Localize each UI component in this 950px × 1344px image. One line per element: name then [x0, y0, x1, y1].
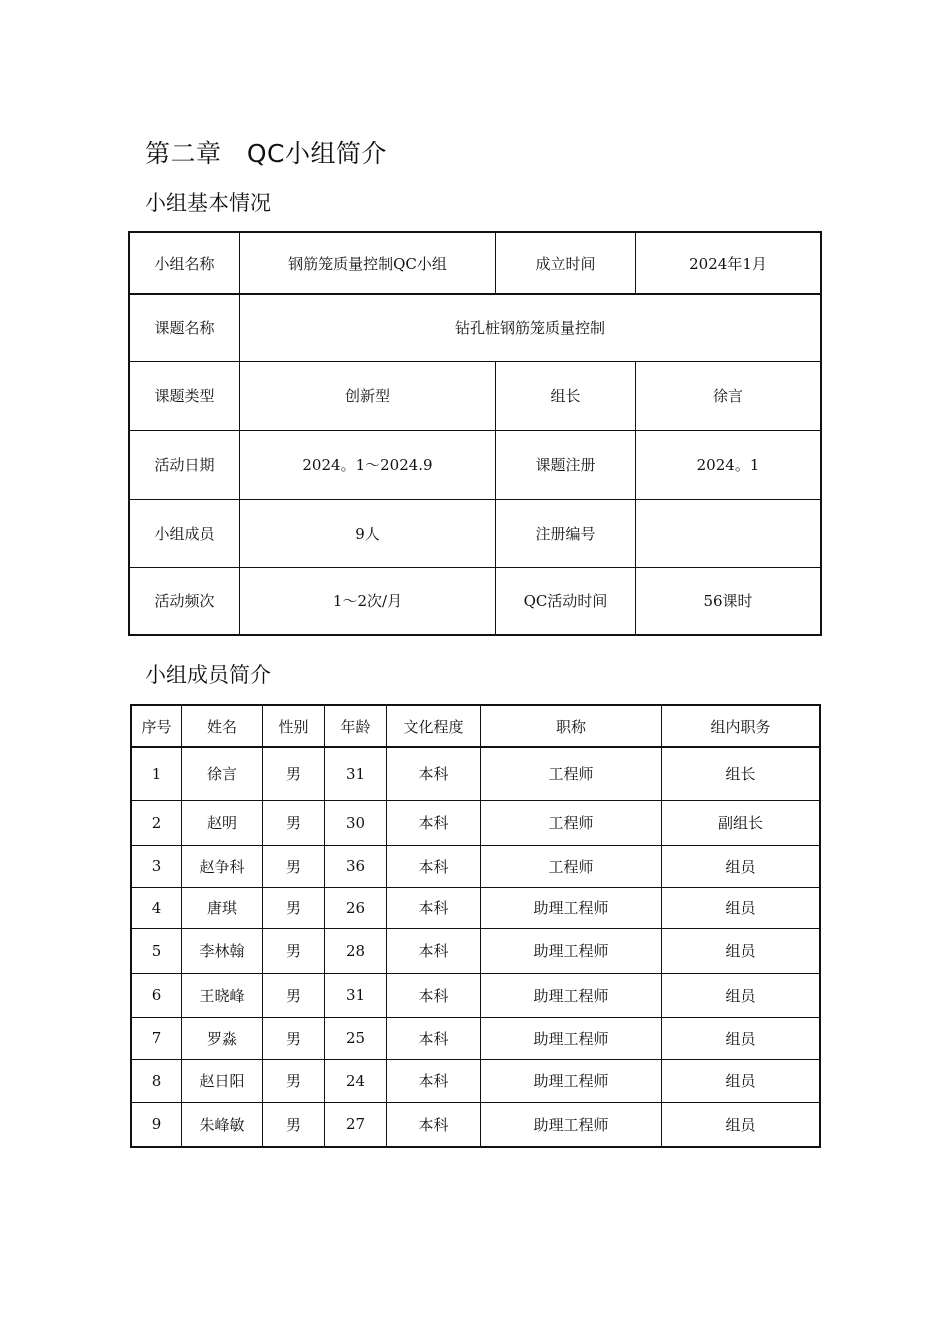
- member-education: 本科: [387, 1059, 481, 1102]
- info-value: 2024。1: [636, 430, 822, 499]
- member-education: 本科: [387, 845, 481, 887]
- member-title: 工程师: [481, 845, 662, 887]
- member-role: 组员: [662, 1059, 821, 1102]
- member-role: 组员: [662, 928, 821, 973]
- member-education: 本科: [387, 887, 481, 928]
- info-label: 活动频次: [129, 567, 240, 635]
- info-label: 课题类型: [129, 361, 240, 430]
- member-education: 本科: [387, 800, 481, 845]
- info-value: 9人: [240, 499, 496, 567]
- member-education: 本科: [387, 1017, 481, 1059]
- member-role: 副组长: [662, 800, 821, 845]
- member-education: 本科: [387, 1102, 481, 1147]
- member-role: 组长: [662, 747, 821, 800]
- table-row: [131, 928, 820, 973]
- info-row: [129, 361, 821, 430]
- info-label: 课题注册: [496, 430, 636, 499]
- column-header: 序号: [131, 705, 182, 747]
- info-value: 2024。1～2024.9: [240, 430, 496, 499]
- member-seq: 5: [131, 928, 182, 973]
- member-seq: 2: [131, 800, 182, 845]
- member-name: 罗淼: [182, 1017, 263, 1059]
- info-label: 注册编号: [496, 499, 636, 567]
- table-row: [131, 1102, 820, 1147]
- member-age: 28: [325, 928, 387, 973]
- info-value: 钻孔桩钢筋笼质量控制: [240, 294, 822, 361]
- chapter-title: 第二章 QC小组简介: [145, 139, 387, 168]
- table-row: [131, 1017, 820, 1059]
- column-header: 组内职务: [662, 705, 821, 747]
- info-value: 钢筋笼质量控制QC小组: [240, 232, 496, 294]
- member-title: 助理工程师: [481, 887, 662, 928]
- column-header: 性别: [263, 705, 325, 747]
- info-row: [129, 567, 821, 635]
- members-table: [130, 704, 821, 1148]
- member-education: 本科: [387, 928, 481, 973]
- member-gender: 男: [263, 1059, 325, 1102]
- member-title: 工程师: [481, 747, 662, 800]
- member-name: 朱峰敏: [182, 1102, 263, 1147]
- info-row: [129, 232, 821, 294]
- member-education: 本科: [387, 973, 481, 1017]
- member-gender: 男: [263, 973, 325, 1017]
- member-seq: 1: [131, 747, 182, 800]
- member-title: 工程师: [481, 800, 662, 845]
- member-title: 助理工程师: [481, 928, 662, 973]
- table-row: [131, 1059, 820, 1102]
- member-age: 36: [325, 845, 387, 887]
- member-title: 助理工程师: [481, 1017, 662, 1059]
- member-title: 助理工程师: [481, 973, 662, 1017]
- info-value: 56课时: [636, 567, 822, 635]
- column-header: 姓名: [182, 705, 263, 747]
- member-gender: 男: [263, 747, 325, 800]
- members-header-row: [131, 705, 820, 747]
- info-row: [129, 499, 821, 567]
- info-value: 1～2次/月: [240, 567, 496, 635]
- info-label: QC活动时间: [496, 567, 636, 635]
- member-gender: 男: [263, 928, 325, 973]
- member-role: 组员: [662, 1102, 821, 1147]
- table-row: [131, 845, 820, 887]
- member-name: 徐言: [182, 747, 263, 800]
- member-seq: 3: [131, 845, 182, 887]
- member-seq: 8: [131, 1059, 182, 1102]
- member-name: 王晓峰: [182, 973, 263, 1017]
- info-value: 徐言: [636, 361, 822, 430]
- table-row: [131, 800, 820, 845]
- member-name: 赵争科: [182, 845, 263, 887]
- member-gender: 男: [263, 845, 325, 887]
- member-title: 助理工程师: [481, 1059, 662, 1102]
- info-value: 创新型: [240, 361, 496, 430]
- group-info-table: [128, 231, 822, 636]
- member-role: 组员: [662, 973, 821, 1017]
- table-row: [131, 887, 820, 928]
- info-row: [129, 430, 821, 499]
- member-role: 组员: [662, 887, 821, 928]
- table-row: [131, 747, 820, 800]
- column-header: 职称: [481, 705, 662, 747]
- member-role: 组员: [662, 845, 821, 887]
- info-label: 成立时间: [496, 232, 636, 294]
- member-title: 助理工程师: [481, 1102, 662, 1147]
- member-seq: 9: [131, 1102, 182, 1147]
- member-age: 25: [325, 1017, 387, 1059]
- info-value: [636, 499, 822, 567]
- member-age: 31: [325, 973, 387, 1017]
- info-label: 课题名称: [129, 294, 240, 361]
- member-seq: 7: [131, 1017, 182, 1059]
- column-header: 年龄: [325, 705, 387, 747]
- member-age: 31: [325, 747, 387, 800]
- section-title-members: 小组成员简介: [145, 663, 271, 687]
- info-label: 小组成员: [129, 499, 240, 567]
- member-education: 本科: [387, 747, 481, 800]
- member-name: 赵日阳: [182, 1059, 263, 1102]
- member-age: 27: [325, 1102, 387, 1147]
- member-seq: 4: [131, 887, 182, 928]
- table-row: [131, 973, 820, 1017]
- member-role: 组员: [662, 1017, 821, 1059]
- section-title-basic-info: 小组基本情况: [145, 191, 271, 215]
- member-age: 24: [325, 1059, 387, 1102]
- member-age: 30: [325, 800, 387, 845]
- member-name: 赵明: [182, 800, 263, 845]
- member-name: 李林翰: [182, 928, 263, 973]
- members-table-body: [131, 747, 820, 1147]
- member-gender: 男: [263, 1102, 325, 1147]
- info-label: 活动日期: [129, 430, 240, 499]
- info-label: 组长: [496, 361, 636, 430]
- info-label: 小组名称: [129, 232, 240, 294]
- member-age: 26: [325, 887, 387, 928]
- member-name: 唐琪: [182, 887, 263, 928]
- info-row: [129, 294, 821, 361]
- column-header: 文化程度: [387, 705, 481, 747]
- member-gender: 男: [263, 800, 325, 845]
- info-value: 2024年1月: [636, 232, 822, 294]
- member-gender: 男: [263, 1017, 325, 1059]
- member-seq: 6: [131, 973, 182, 1017]
- member-gender: 男: [263, 887, 325, 928]
